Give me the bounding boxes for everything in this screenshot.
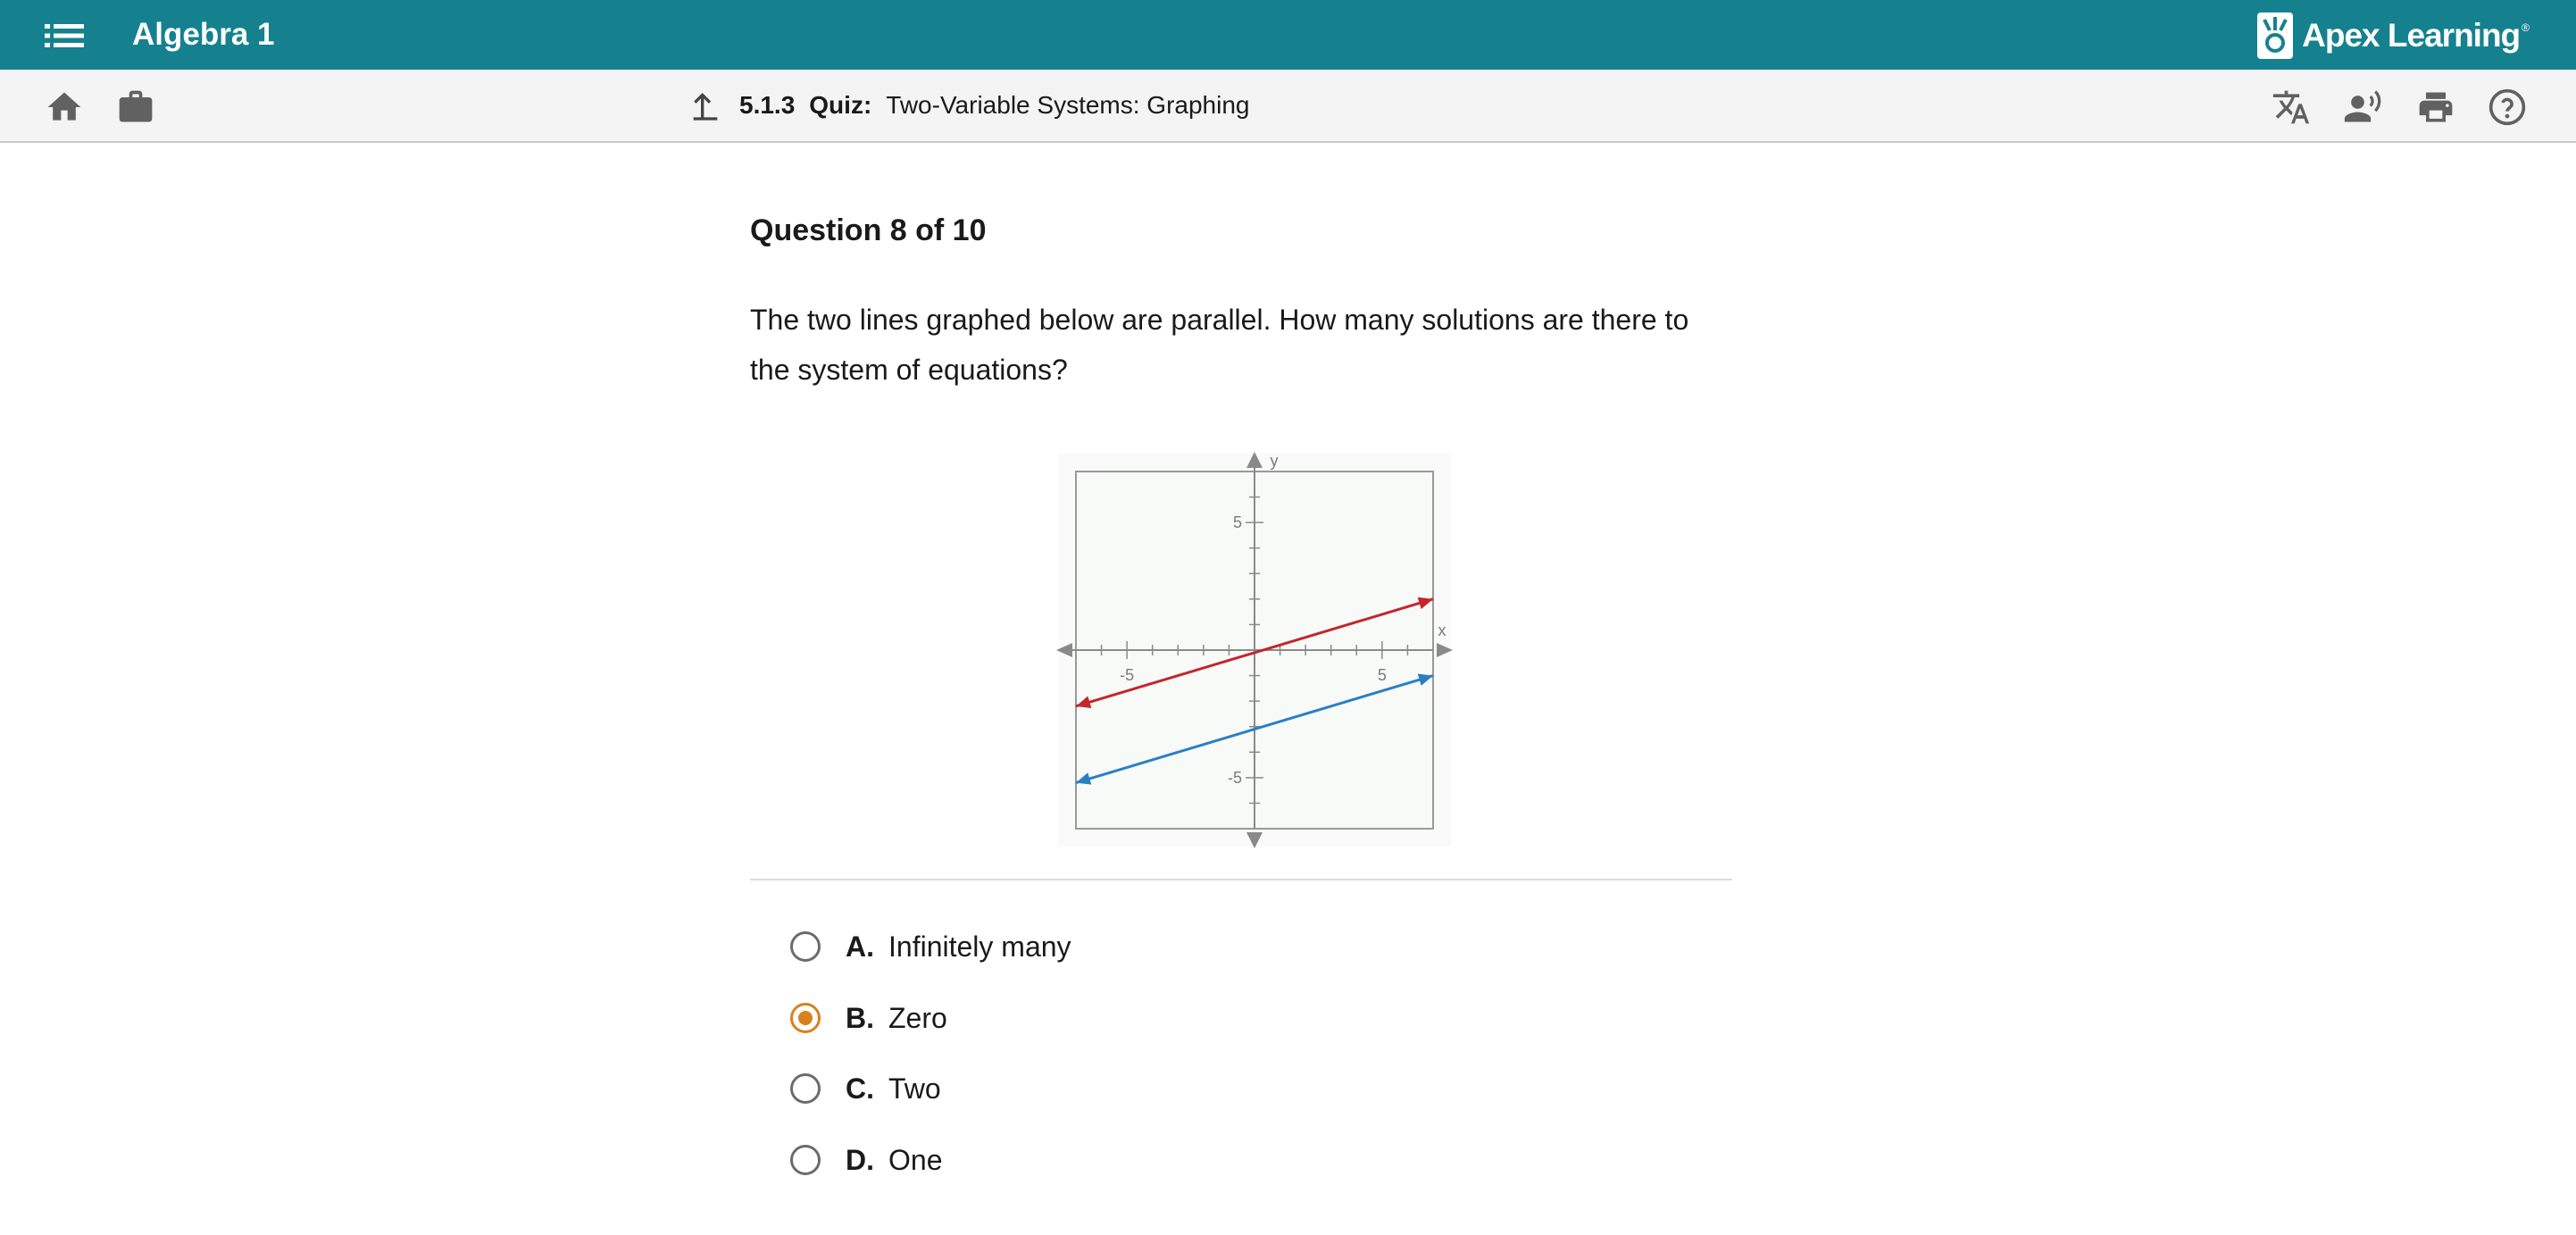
choice-letter: C. [846, 1072, 874, 1105]
y-axis-label: y [1270, 452, 1279, 470]
y-tick-label: 5 [1232, 513, 1242, 532]
brand-trademark: ® [2522, 21, 2530, 34]
lesson-kind: Quiz: [809, 91, 872, 119]
toolbar [0, 70, 2576, 143]
question-text: The two lines graphed below are parallel. How many solutions are there to the system of equations? [750, 304, 1689, 386]
x-tick-label: -5 [1120, 666, 1135, 684]
choice-c[interactable] [790, 1062, 941, 1115]
choice-letter: D. [846, 1143, 874, 1176]
choice-d[interactable] [790, 1133, 942, 1187]
graph [1040, 436, 1453, 979]
up-arrow-icon[interactable] [688, 88, 723, 123]
choice-letter: B. [846, 1001, 874, 1034]
menu-icon[interactable] [45, 21, 84, 50]
choice-text: Infinitely many [888, 930, 1071, 963]
text-to-speech-icon[interactable] [2343, 88, 2382, 127]
radio-a[interactable] [790, 931, 821, 962]
choice-a[interactable] [790, 920, 1071, 973]
choice-text: One [888, 1143, 943, 1176]
divider [750, 879, 1732, 880]
question-header: Question 8 of 10 [750, 213, 987, 247]
print-icon[interactable] [2416, 88, 2455, 127]
apex-logo-icon [2257, 13, 2293, 59]
help-icon[interactable] [2488, 88, 2527, 127]
choice-b[interactable] [790, 991, 947, 1045]
radio-c[interactable] [790, 1073, 821, 1104]
x-tick-label: 5 [1377, 666, 1387, 684]
choice-text: Zero [888, 1001, 947, 1034]
x-axis-label: x [1438, 622, 1446, 639]
choice-text: Two [888, 1072, 941, 1105]
radio-b[interactable] [790, 1003, 821, 1033]
choice-letter: A. [846, 930, 874, 963]
home-icon[interactable] [45, 88, 84, 127]
course-title: Algebra 1 [132, 17, 275, 52]
translate-icon[interactable] [2272, 88, 2311, 127]
apex-learning-logo [2257, 13, 2530, 59]
briefcase-icon[interactable] [116, 88, 155, 127]
y-tick-label: -5 [1227, 768, 1242, 787]
brand-name: Apex Learning [2302, 17, 2521, 54]
breadcrumb [688, 70, 1249, 141]
lesson-number: 5.1.3 [739, 91, 796, 119]
top-bar [0, 0, 2576, 70]
lesson-title: Two-Variable Systems: Graphing [886, 91, 1250, 119]
radio-d[interactable] [790, 1145, 821, 1175]
coordinate-plane [1040, 436, 1453, 979]
